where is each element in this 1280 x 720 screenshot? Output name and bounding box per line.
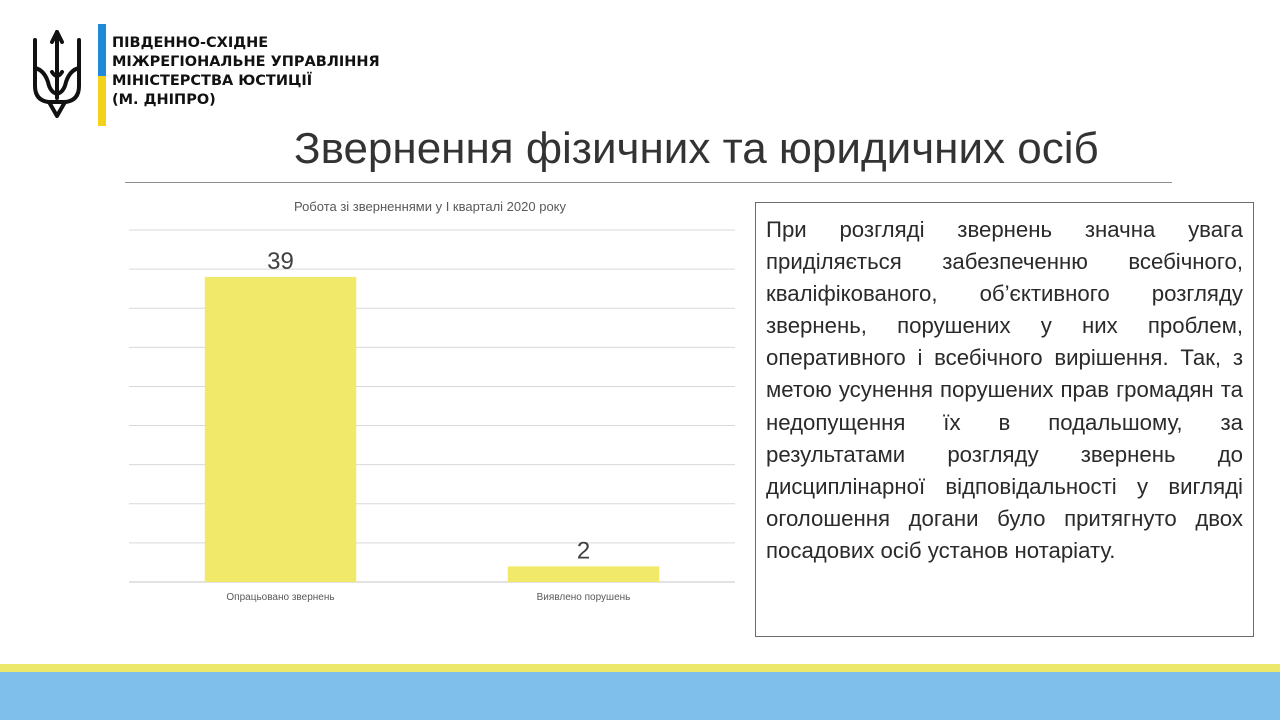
description-textbox (755, 202, 1254, 637)
footer-band-yellow (0, 664, 1280, 672)
chart-title: Робота зі зверненнями у І кварталі 2020 року (293, 199, 567, 214)
description-text: При розгляді звернень значна увага приділяється забезпеченню всебічного, кваліфікованого, об’єктивного розгляду звернень, порушених у них проблем, оперативного і всебічного вирішення. Так, з метою усунення порушених прав громадян та недопущення їх в подальшому, за результатами розгляду звернень до дисциплінарної відповідальності у вигляді оголошення догани було притягнуто двох посадових осіб установ нотаріату. (766, 217, 1243, 563)
organization-name-line: ПІВДЕННО-СХІДНЕ (112, 35, 269, 51)
trident-emblem-icon (30, 28, 84, 120)
category-label: Виявлено порушень (536, 592, 631, 603)
bar (508, 566, 660, 582)
organization-name (112, 34, 412, 110)
bar (205, 277, 357, 582)
data-label: 2 (576, 537, 591, 565)
title-divider (125, 182, 1172, 183)
bar-chart (125, 215, 740, 615)
footer-band-blue (0, 672, 1280, 720)
flag-bar-yellow (98, 76, 106, 126)
organization-name-line: МІНІСТЕРСТВА ЮСТИЦІЇ (112, 73, 313, 89)
organization-name-line: МІЖРЕГІОНАЛЬНЕ УПРАВЛІННЯ (112, 54, 380, 70)
data-label: 39 (267, 247, 294, 275)
flag-bar (98, 24, 106, 126)
slide-title: Звернення фізичних та юридичних осіб (294, 124, 1099, 173)
flag-bar-blue (98, 24, 106, 76)
category-label: Опрацьовано звернень (226, 592, 335, 603)
organization-name-line: (М. ДНІПРО) (112, 92, 216, 108)
